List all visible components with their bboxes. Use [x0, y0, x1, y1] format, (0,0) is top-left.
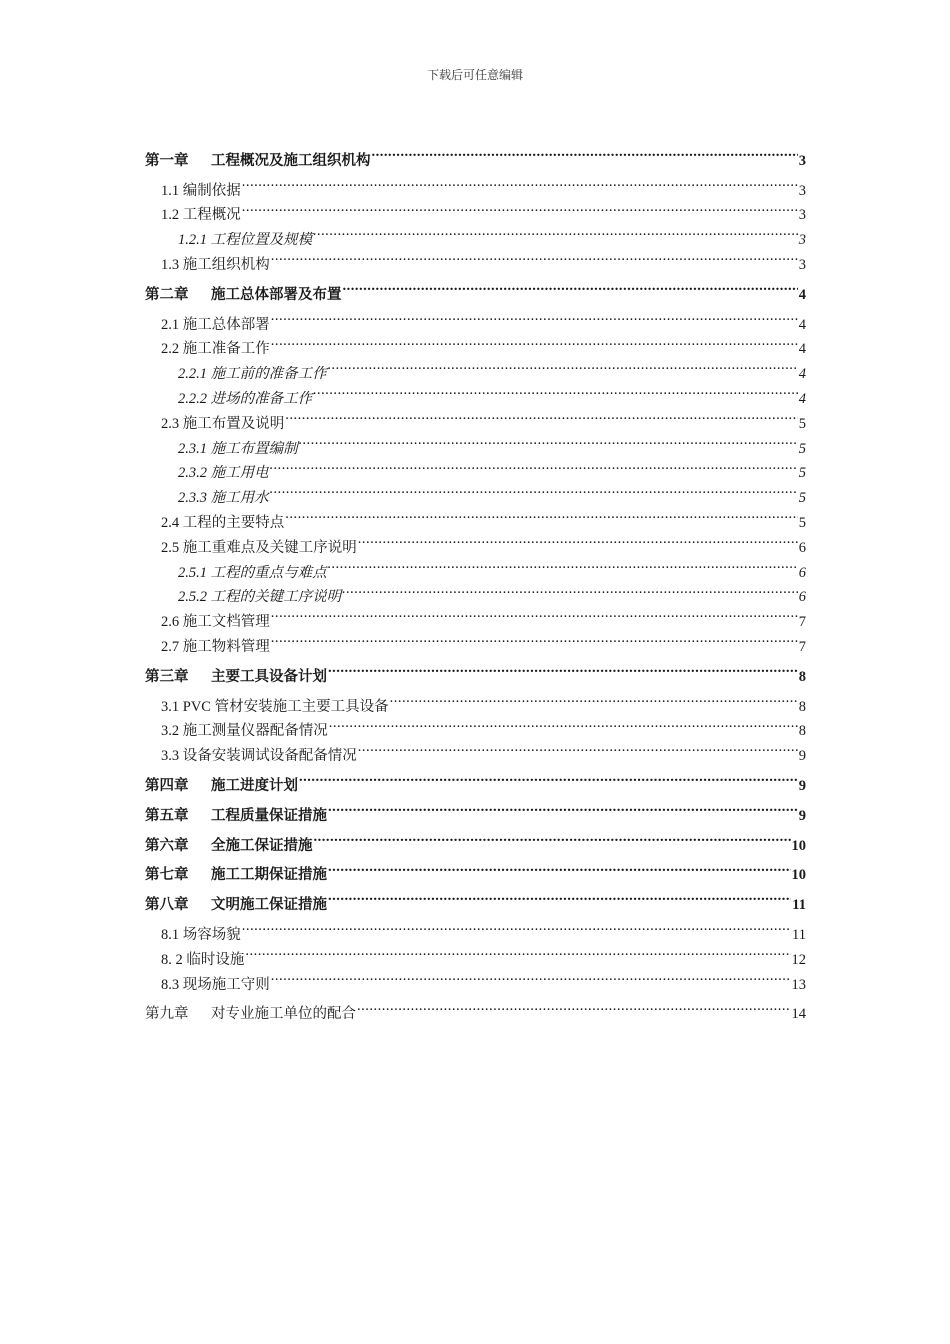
toc-entry-title [145, 1002, 356, 1027]
toc-title-text: 2.3.2 施工用电 [178, 465, 269, 482]
toc-page-number: 6 [798, 589, 806, 606]
toc-entry[interactable] [145, 219, 806, 249]
toc-dot-leader [271, 626, 798, 651]
toc-title-text: 2.5.2 工程的关键工序说明 [178, 589, 342, 606]
toc-page-number: 4 [798, 286, 806, 303]
toc-page-number: 4 [798, 366, 806, 383]
toc-chapter-label: 第七章 [145, 867, 189, 884]
toc-page-number: 12 [791, 951, 806, 968]
toc-title-text: 2.7 施工物料管理 [161, 638, 270, 655]
toc-chapter-label: 第二章 [145, 286, 189, 303]
toc-dot-leader [314, 825, 791, 850]
toc-page-number: 6 [798, 564, 806, 581]
toc-title-text: 2.6 施工文档管理 [161, 614, 270, 631]
toc-dot-leader [270, 453, 798, 478]
toc-entry[interactable] [145, 939, 806, 968]
toc-page-number: 11 [792, 926, 806, 943]
toc-entry-title [145, 665, 327, 690]
toc-entry-title [178, 486, 269, 511]
toc-page-number: 3 [798, 152, 806, 169]
toc-title-text: 主要工具设备计划 [211, 668, 327, 685]
toc-page-number: 6 [798, 539, 806, 556]
toc-title-text: 1.2.1 工程位置及规模 [178, 232, 313, 249]
table-of-contents [145, 135, 806, 1023]
toc-entry-title [161, 179, 241, 204]
toc-dot-leader [285, 403, 798, 428]
toc-chapter-label: 第五章 [145, 807, 189, 824]
toc-dot-leader [328, 884, 791, 909]
toc-dot-leader [357, 994, 791, 1019]
toc-entry-title [161, 610, 270, 635]
toc-title-text: 8.1 场容场貌 [161, 926, 241, 943]
toc-title-text: 2.4 工程的主要特点 [161, 514, 285, 531]
toc-entry-title [161, 923, 241, 948]
toc-page-number: 9 [798, 807, 806, 824]
toc-page-number: 3 [798, 232, 806, 249]
toc-page-number: 9 [798, 748, 806, 765]
toc-dot-leader [271, 601, 798, 626]
toc-title-text: 施工进度计划 [211, 777, 298, 794]
toc-dot-leader [358, 735, 798, 760]
toc-title-text: 1.3 施工组织机构 [161, 256, 270, 273]
toc-entry-title [178, 461, 269, 486]
toc-entry-title [145, 834, 313, 859]
toc-title-text: 施工总体部署及布置 [211, 286, 342, 303]
toc-page-number: 10 [791, 837, 806, 854]
toc-entry-title [161, 511, 284, 536]
toc-title-text: 施工工期保证措施 [211, 867, 327, 884]
toc-entry-title [145, 804, 327, 829]
toc-entry[interactable] [145, 914, 806, 943]
toc-page-number: 14 [791, 1006, 806, 1023]
toc-dot-leader [242, 914, 791, 939]
toc-title-text: 2.5.1 工程的重点与难点 [178, 564, 327, 581]
toc-dot-leader [271, 329, 798, 354]
toc-page-number: 7 [798, 614, 806, 631]
toc-page-number: 5 [798, 490, 806, 507]
toc-dot-leader [372, 140, 798, 165]
toc-title-text: 2.3.3 施工用水 [178, 490, 269, 507]
toc-title-text: 2.1 施工总体部署 [161, 316, 270, 333]
toc-page-number: 5 [798, 415, 806, 432]
toc-page-number: 3 [798, 182, 806, 199]
page-header: 下载后可任意编辑 [426, 68, 523, 82]
toc-chapter-label: 第八章 [145, 897, 189, 914]
toc-dot-leader [328, 855, 791, 880]
toc-page-number: 5 [798, 440, 806, 457]
toc-dot-leader [328, 656, 798, 681]
toc-dot-leader [271, 304, 798, 329]
toc-dot-leader [245, 939, 790, 964]
toc-dot-leader [299, 428, 798, 453]
toc-entry-title [161, 719, 328, 744]
toc-chapter-label: 第一章 [145, 152, 189, 169]
toc-title-text: 工程概况及施工组织机构 [211, 152, 371, 169]
toc-title-text: 2.2.2 进场的准备工作 [178, 390, 313, 407]
toc-entry[interactable] [145, 170, 806, 199]
toc-title-text: 1.2 工程概况 [161, 207, 241, 224]
toc-dot-leader [328, 552, 798, 577]
toc-dot-leader [328, 353, 798, 378]
toc-entry-title [161, 253, 270, 278]
toc-page-number: 3 [798, 256, 806, 273]
toc-page-number: 8 [798, 698, 806, 715]
toc-page-number: 4 [798, 390, 806, 407]
toc-dot-leader [270, 477, 798, 502]
toc-dot-leader [313, 219, 798, 244]
toc-entry-title [161, 973, 270, 998]
toc-page-number: 11 [792, 897, 806, 914]
toc-dot-leader [328, 795, 798, 820]
toc-title-text: 3.3 设备安装调试设备配备情况 [161, 748, 357, 765]
toc-entry-title [161, 313, 270, 338]
toc-page-number: 5 [798, 465, 806, 482]
toc-entry[interactable] [145, 140, 806, 169]
toc-page-number: 4 [798, 341, 806, 358]
toc-entry-title [161, 635, 270, 660]
toc-entry-title [145, 774, 298, 799]
toc-dot-leader [299, 765, 798, 790]
toc-page-number: 3 [798, 207, 806, 224]
toc-page-number: 8 [798, 668, 806, 685]
toc-entry-title [161, 203, 241, 228]
toc-dot-leader [271, 244, 798, 269]
toc-title-text: 2.5 施工重难点及关键工序说明 [161, 539, 357, 556]
toc-title-text: 3.1 PVC 管材安装施工主要工具设备 [161, 698, 389, 715]
toc-title-text: 3.2 施工测量仪器配备情况 [161, 723, 328, 740]
toc-chapter-label: 第三章 [145, 668, 189, 685]
toc-dot-leader [242, 195, 798, 220]
toc-page-number: 10 [791, 867, 806, 884]
toc-page-number: 4 [798, 316, 806, 333]
toc-title-text: 文明施工保证措施 [211, 897, 327, 914]
toc-dot-leader [358, 527, 798, 552]
toc-dot-leader [271, 964, 791, 989]
toc-title-text: 2.3.1 施工布置编制 [178, 440, 298, 457]
toc-entry-title [161, 948, 244, 973]
toc-dot-leader [343, 274, 798, 299]
toc-entry-title [178, 362, 327, 387]
toc-entry-title [161, 337, 270, 362]
toc-title-text: 工程质量保证措施 [211, 807, 327, 824]
toc-dot-leader [390, 686, 798, 711]
toc-page-number: 9 [798, 777, 806, 794]
toc-chapter-label: 第六章 [145, 837, 189, 854]
toc-dot-leader [329, 711, 798, 736]
toc-page-number: 5 [798, 514, 806, 531]
toc-dot-leader [242, 170, 798, 195]
toc-entry[interactable] [145, 195, 806, 224]
toc-title-text: 1.1 编制依据 [161, 182, 241, 199]
toc-chapter-label: 第九章 [145, 1006, 189, 1023]
toc-page-number: 8 [798, 723, 806, 740]
toc-title-text: 对专业施工单位的配合 [211, 1006, 356, 1023]
toc-entry-title [178, 561, 327, 586]
toc-title-text: 2.3 施工布置及说明 [161, 415, 285, 432]
toc-dot-leader [285, 502, 798, 527]
toc-entry-title [145, 863, 327, 888]
toc-page-number: 7 [798, 638, 806, 655]
toc-chapter-label: 第四章 [145, 777, 189, 794]
toc-title-text: 2.2.1 施工前的准备工作 [178, 366, 327, 383]
toc-title-text: 全施工保证措施 [211, 837, 313, 854]
toc-title-text: 2.2 施工准备工作 [161, 341, 270, 358]
toc-page-number: 13 [791, 976, 806, 993]
toc-dot-leader [313, 378, 798, 403]
toc-title-text: 8. 2 临时设施 [161, 951, 245, 968]
toc-entry-title [161, 412, 284, 437]
toc-dot-leader [342, 577, 798, 602]
toc-title-text: 8.3 现场施工守则 [161, 976, 270, 993]
